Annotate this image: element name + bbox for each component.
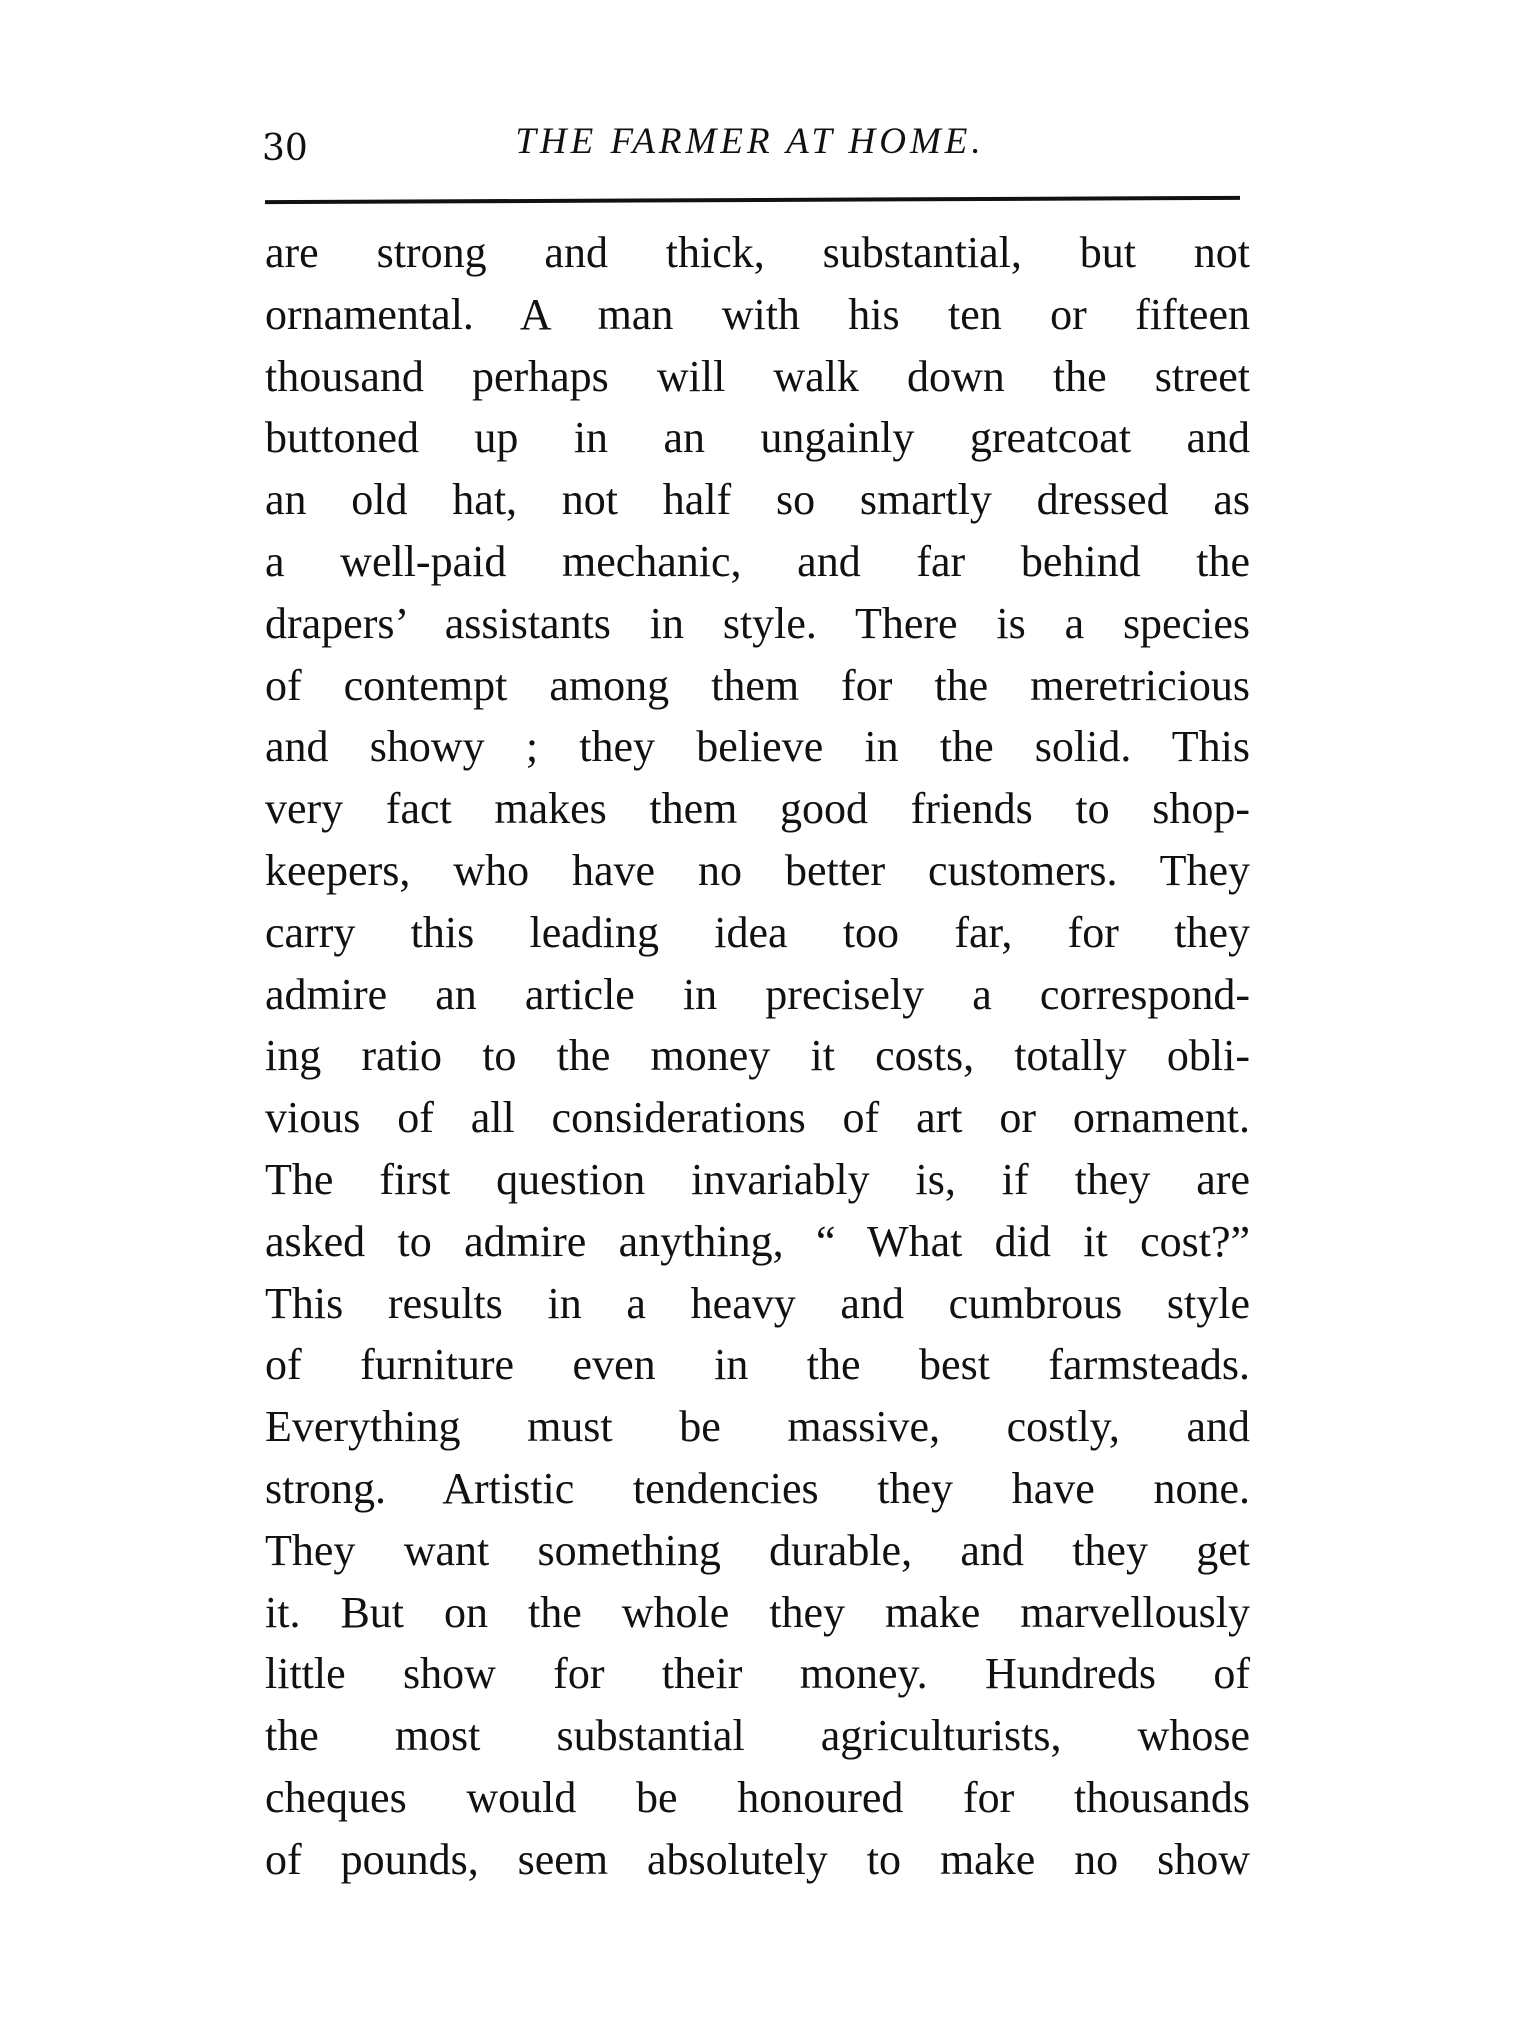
text-line: thousand perhaps will walk down the street (265, 351, 1250, 401)
text-line: it. But on the whole they make marvellously (265, 1587, 1250, 1637)
body-text (265, 222, 1250, 1891)
text-line: buttoned up in an ungainly greatcoat and (265, 413, 1250, 463)
text-line: a well-paid mechanic, and far behind the (265, 536, 1250, 586)
text-line: admire an article in precisely a correspond- (265, 969, 1250, 1019)
text-line: cheques would be honoured for thousands (265, 1772, 1250, 1822)
running-title: THE FARMER AT HOME. (515, 121, 985, 162)
text-line: ing ratio to the money it costs, totally obli- (265, 1031, 1250, 1081)
text-line: The first question invariably is, if they are (265, 1154, 1250, 1204)
text-line: the most substantial agriculturists, whose (265, 1711, 1250, 1761)
text-line: drapers’ assistants in style. There is a species (265, 598, 1250, 648)
text-line: very fact makes them good friends to shop- (265, 784, 1250, 834)
text-line: of furniture even in the best farmsteads. (265, 1340, 1250, 1390)
text-line: ornamental. A man with his ten or fifteen (265, 289, 1250, 339)
text-line: asked to admire anything, “ What did it cost?” (265, 1216, 1250, 1266)
text-line: strong. Artistic tendencies they have none. (265, 1463, 1250, 1513)
page-number: 30 (262, 128, 308, 169)
text-line: little show for their money. Hundreds of (265, 1649, 1250, 1699)
text-line: of contempt among them for the meretricious (265, 660, 1250, 710)
text-line: keepers, who have no better customers. They (265, 845, 1250, 895)
text-line: carry this leading idea too far, for they (265, 907, 1250, 957)
header-rule (265, 196, 1240, 204)
text-line: of pounds, seem absolutely to make no show (265, 1834, 1250, 1884)
text-line: and showy ; they believe in the solid. This (265, 722, 1250, 772)
text-line: are strong and thick, substantial, but not (265, 228, 1250, 277)
text-line: an old hat, not half so smartly dressed as (265, 475, 1250, 525)
text-line: This results in a heavy and cumbrous style (265, 1278, 1250, 1328)
text-line: They want something durable, and they get (265, 1525, 1250, 1575)
text-line: vious of all considerations of art or ornament. (265, 1093, 1250, 1143)
text-line: Everything must be massive, costly, and (265, 1402, 1250, 1452)
